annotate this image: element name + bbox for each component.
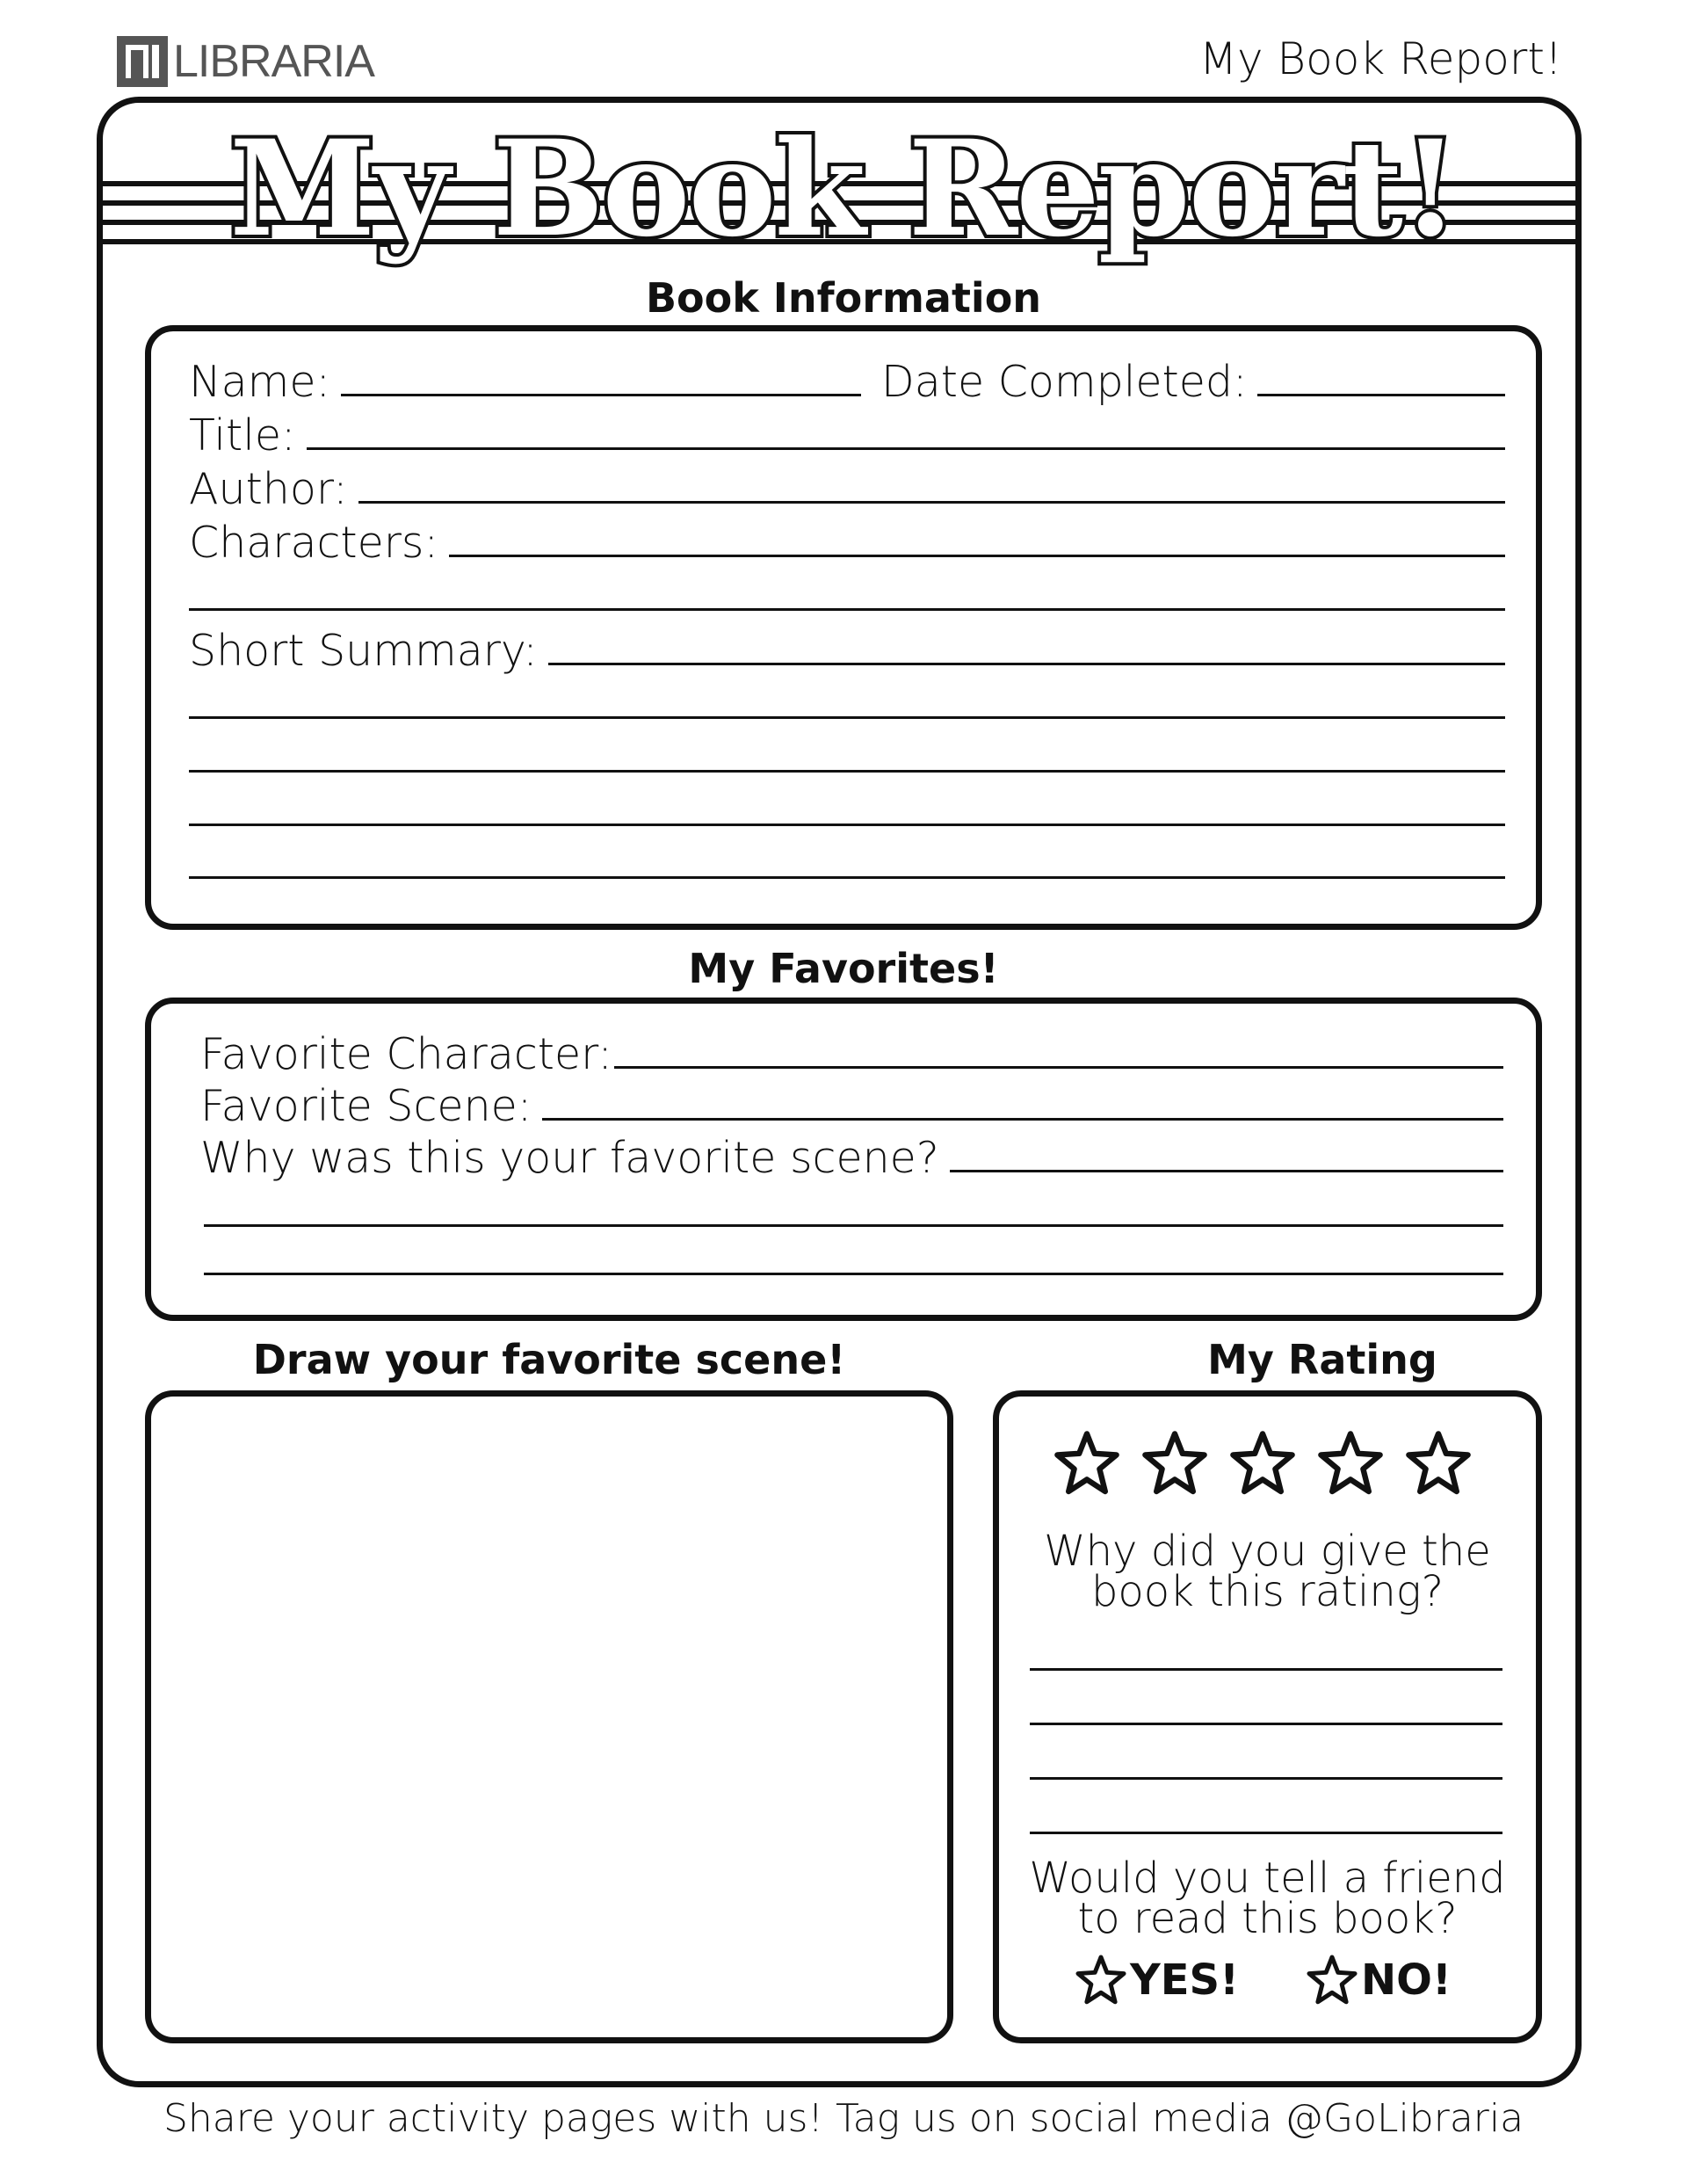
favorite-scene-field[interactable] <box>542 1118 1503 1121</box>
favorite-character-row <box>200 1029 1503 1079</box>
tell-friend-line: Would you tell a friend <box>1029 1854 1506 1903</box>
star-icon[interactable] <box>1403 1428 1473 1498</box>
why-favorite-line[interactable] <box>204 1224 1503 1227</box>
author-field[interactable] <box>358 501 1505 504</box>
characters-row <box>189 518 1505 568</box>
characters-field[interactable] <box>449 555 1505 557</box>
header-page-title: My Book Report! <box>1198 33 1562 84</box>
why-rating-question <box>993 1527 1542 1616</box>
rating-reason-line[interactable] <box>1030 1832 1502 1834</box>
book-information-heading: Book Information <box>645 274 1042 322</box>
name-field[interactable] <box>341 394 861 396</box>
my-favorites-heading: My Favorites! <box>688 945 999 992</box>
summary-row <box>189 626 1505 676</box>
name-row <box>189 357 861 407</box>
drawing-area[interactable] <box>145 1390 953 2043</box>
brand-name: LIBRARIA <box>173 36 374 87</box>
characters-label: Characters: <box>189 518 438 568</box>
date-completed-row <box>881 357 1505 407</box>
summary-line[interactable] <box>189 876 1505 879</box>
yes-star-icon[interactable] <box>1074 1953 1128 2007</box>
why-favorite-label: Why was this your favorite scene? <box>200 1133 939 1183</box>
date-completed-field[interactable] <box>1257 394 1505 396</box>
why-rating-line: book this rating? <box>1090 1567 1444 1616</box>
my-rating-heading: My Rating <box>1207 1336 1437 1383</box>
author-row <box>189 464 1505 514</box>
why-favorite-line[interactable] <box>204 1273 1503 1275</box>
favorite-scene-row <box>200 1081 1503 1131</box>
draw-scene-heading: Draw your favorite scene! <box>252 1336 846 1383</box>
summary-line[interactable] <box>189 770 1505 773</box>
summary-line[interactable] <box>189 824 1505 826</box>
no-star-icon[interactable] <box>1305 1953 1359 2007</box>
summary-field[interactable] <box>548 663 1505 665</box>
why-favorite-field[interactable] <box>950 1170 1503 1172</box>
favorite-character-field[interactable] <box>614 1066 1503 1069</box>
title-label: Title: <box>189 410 296 461</box>
title-row <box>189 410 1505 461</box>
rating-reason-line[interactable] <box>1030 1777 1502 1780</box>
characters-extra-line[interactable] <box>189 608 1505 611</box>
rating-reason-line[interactable] <box>1030 1668 1502 1671</box>
tell-friend-question <box>993 1854 1542 1943</box>
date-completed-label: Date Completed: <box>881 357 1248 407</box>
no-option[interactable] <box>1305 1953 1452 2007</box>
author-label: Author: <box>189 464 348 514</box>
rating-reason-line[interactable] <box>1030 1723 1502 1725</box>
libraria-logo-icon <box>117 36 168 87</box>
tell-friend-line: to read this book? <box>1077 1894 1458 1943</box>
favorite-scene-label: Favorite Scene: <box>200 1081 532 1131</box>
star-icon[interactable] <box>1227 1428 1298 1498</box>
star-icon[interactable] <box>1052 1428 1122 1498</box>
name-label: Name: <box>189 357 331 407</box>
no-label: NO! <box>1361 1955 1452 2005</box>
favorite-character-label: Favorite Character: <box>200 1029 612 1079</box>
footer-text: Share your activity pages with us! Tag us on social media @GoLibraria <box>163 2096 1524 2141</box>
brand <box>117 35 374 88</box>
why-favorite-row <box>200 1133 1503 1183</box>
rating-stars <box>1052 1428 1473 1498</box>
summary-label: Short Summary: <box>189 626 538 676</box>
yes-label: YES! <box>1130 1955 1240 2005</box>
why-rating-line: Why did you give the <box>1044 1527 1491 1576</box>
report-title: My Book Report! <box>229 112 1458 266</box>
star-icon[interactable] <box>1315 1428 1386 1498</box>
summary-line[interactable] <box>189 716 1505 719</box>
star-icon[interactable] <box>1140 1428 1210 1498</box>
yes-option[interactable] <box>1074 1953 1239 2007</box>
title-field[interactable] <box>307 447 1505 450</box>
